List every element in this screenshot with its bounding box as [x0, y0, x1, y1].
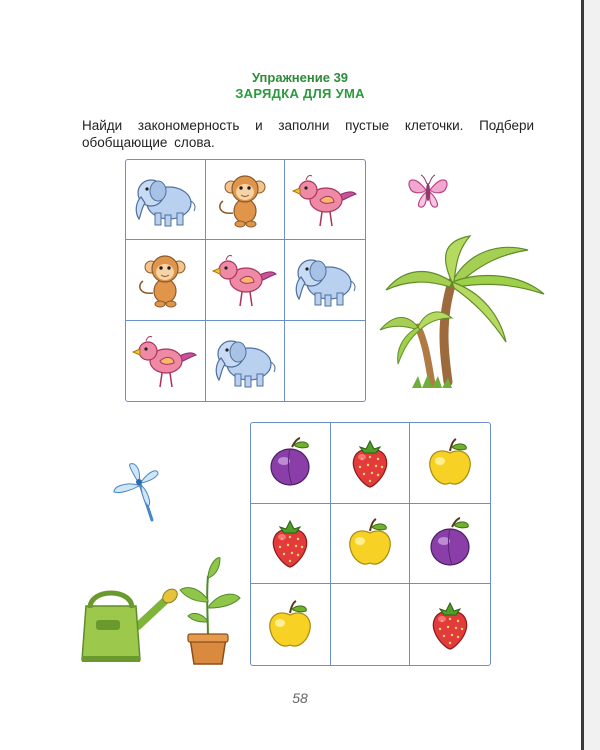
monkey-icon: [213, 169, 277, 231]
dragonfly-icon: [108, 460, 172, 526]
strawberry-icon: [342, 435, 398, 491]
elephant-icon: [291, 249, 359, 311]
empty-cell[interactable]: [285, 321, 365, 401]
exercise-number: Упражнение 39: [251, 70, 349, 85]
palm-tree-icon: [378, 232, 548, 392]
watering-can-icon: [76, 586, 180, 668]
plum-icon: [422, 515, 478, 571]
grid-cell: [251, 423, 331, 504]
apple-icon: [342, 515, 398, 571]
grid-cell: [410, 504, 490, 585]
elephant-icon: [131, 169, 199, 231]
fruit-grid: [250, 422, 491, 666]
grid-cell: [126, 240, 206, 320]
grid-cell: [251, 504, 331, 585]
potted-plant-icon: [178, 556, 242, 668]
butterfly-icon: [404, 170, 452, 212]
grid-cell: [206, 160, 286, 240]
grid-cell: [285, 240, 365, 320]
animal-grid: [125, 159, 366, 402]
grid-cell: [410, 584, 490, 665]
grid-cell: [126, 321, 206, 401]
grid-cell: [285, 160, 365, 240]
plum-icon: [262, 435, 318, 491]
grid-cell: [251, 584, 331, 665]
grid-cell: [331, 504, 411, 585]
strawberry-icon: [262, 515, 318, 571]
grid-cell: [206, 321, 286, 401]
grid-cell: [331, 423, 411, 504]
apple-icon: [262, 597, 318, 653]
elephant-icon: [211, 330, 279, 392]
monkey-icon: [133, 249, 197, 311]
apple-icon: [422, 435, 478, 491]
strawberry-icon: [422, 597, 478, 653]
page-number: 58: [292, 690, 308, 706]
exercise-title: ЗАРЯДКА ДЛЯ УМА: [235, 86, 365, 101]
page-shadow: [584, 0, 600, 750]
empty-cell[interactable]: [331, 584, 411, 665]
bird-icon: [132, 331, 198, 391]
bird-icon: [212, 250, 278, 310]
grid-cell: [410, 423, 490, 504]
bird-icon: [292, 170, 358, 230]
exercise-instruction: Найди закономерность и заполни пустые клеточки. Подбери обобщающие слова.: [82, 118, 534, 150]
grid-cell: [206, 240, 286, 320]
grid-cell: [126, 160, 206, 240]
